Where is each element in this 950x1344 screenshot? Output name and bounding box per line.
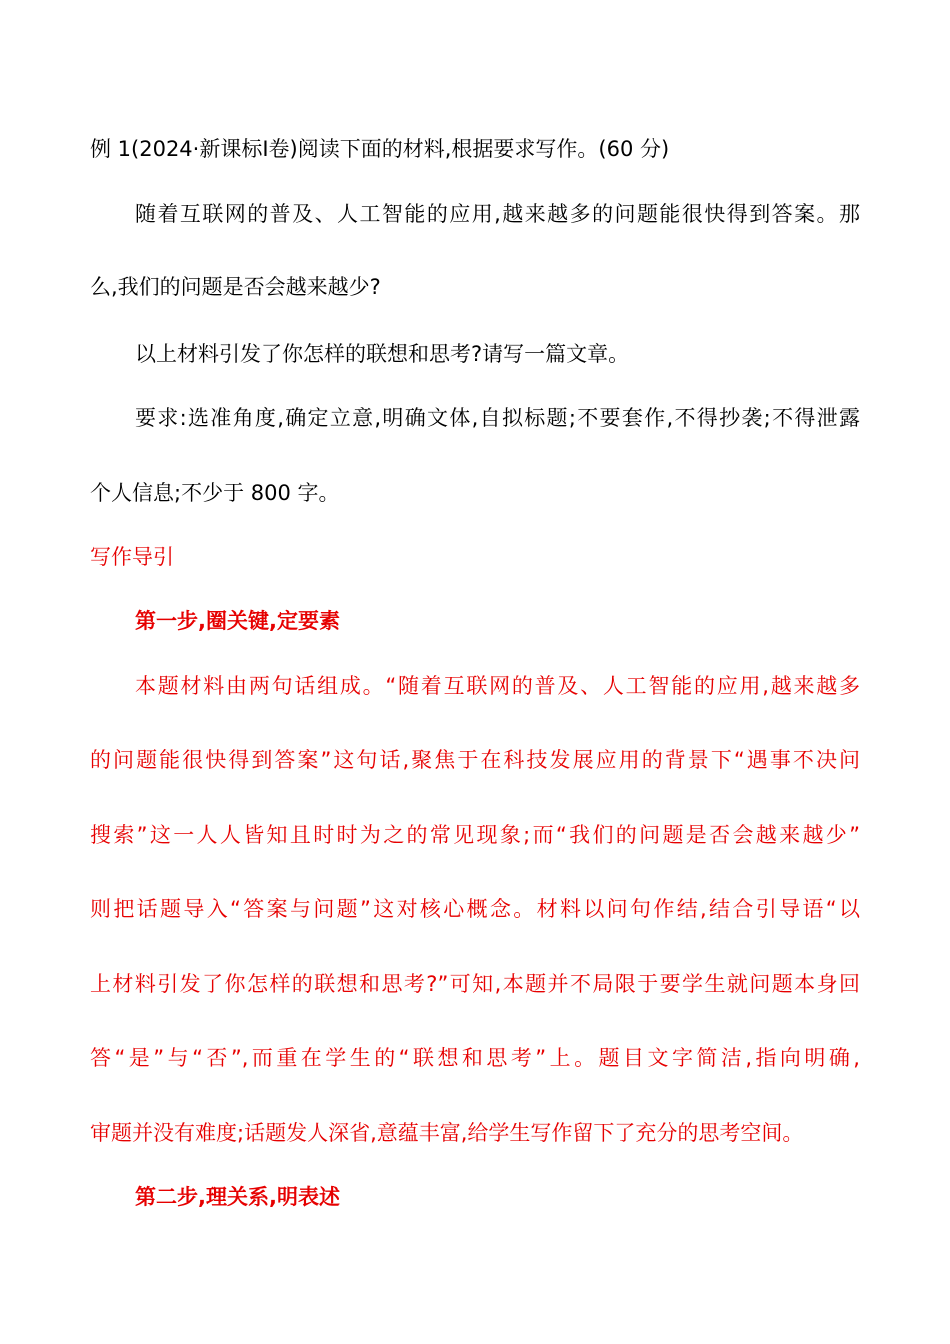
step1-line-1: 本题材料由两句话组成。“随着互联网的普及、人工智能的应用,越来越多 bbox=[135, 674, 860, 698]
prompt-header: 例 1(2024·新课标Ⅰ卷)阅读下面的材料,根据要求写作。(60 分) bbox=[90, 137, 670, 161]
step2-heading: 第二步,理关系,明表述 bbox=[135, 1185, 340, 1209]
material-line-1: 随着互联网的普及、人工智能的应用,越来越多的问题能很快得到答案。那 bbox=[135, 202, 860, 226]
step1-line-3: 搜索”这一人人皆知且时时为之的常见现象;而“我们的问题是否会越来越少” bbox=[90, 823, 860, 847]
step1-line-7: 审题并没有难度;话题发人深省,意蕴丰富,给学生写作留下了充分的思考空间。 bbox=[90, 1121, 804, 1145]
step1-line-5: 上材料引发了你怎样的联想和思考?”可知,本题并不局限于要学生就问题本身回 bbox=[90, 972, 860, 996]
question-text: 以上材料引发了你怎样的联想和思考?请写一篇文章。 bbox=[135, 342, 630, 366]
guide-title: 写作导引 bbox=[90, 545, 174, 569]
requirements-line-2: 个人信息;不少于 800 字。 bbox=[90, 481, 340, 505]
material-line-2: 么,我们的问题是否会越来越少? bbox=[90, 275, 381, 299]
step1-line-2: 的问题能很快得到答案”这句话,聚焦于在科技发展应用的背景下“遇事不决问 bbox=[90, 748, 860, 772]
step1-line-6: 答“是”与“否”,而重在学生的“联想和思考”上。题目文字简洁,指向明确, bbox=[90, 1046, 860, 1070]
requirements-line-1: 要求:选准角度,确定立意,明确文体,自拟标题;不要套作,不得抄袭;不得泄露 bbox=[135, 406, 860, 430]
step1-heading: 第一步,圈关键,定要素 bbox=[135, 609, 340, 633]
step1-line-4: 则把话题导入“答案与问题”这对核心概念。材料以问句作结,结合引导语“以 bbox=[90, 897, 860, 921]
